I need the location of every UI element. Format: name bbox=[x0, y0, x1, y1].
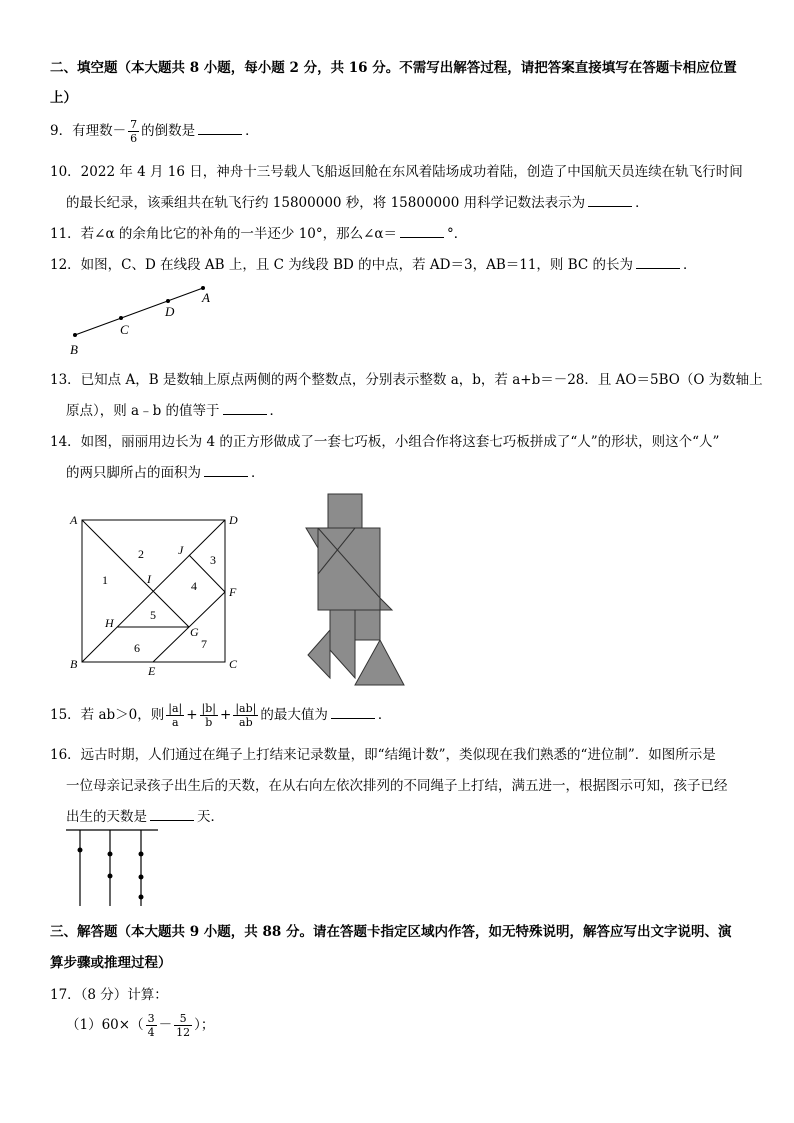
point-c bbox=[119, 316, 123, 320]
q16-answer-blank bbox=[150, 808, 194, 821]
q10-answer-blank bbox=[588, 194, 632, 207]
q16-line1: 16．远古时期，人们通过在绳子上打结来记录数量，即“结绳计数”，类似现在我们熟悉的“进位制”．如图所示是 bbox=[50, 747, 716, 763]
segment-ab bbox=[75, 288, 203, 335]
q17-f1-den: 4 bbox=[147, 1026, 155, 1039]
q15-plus-2: + bbox=[220, 707, 232, 723]
knot bbox=[139, 852, 144, 857]
label-i: I bbox=[147, 572, 151, 586]
q15-fraction-b bbox=[200, 702, 218, 729]
q15-fraction-a bbox=[166, 702, 184, 729]
label-h: H bbox=[105, 616, 114, 630]
q15-f1-den: a bbox=[171, 716, 179, 729]
piece-3-label: 3 bbox=[210, 553, 216, 567]
q17-f1-num: 3 bbox=[147, 1012, 155, 1025]
piece-5-label: 5 bbox=[150, 608, 156, 622]
q12-text: 12．如图，C、D 在线段 AB 上，且 C 为线段 BD 的中点，若 AD＝3，AB＝11，则 BC 的长为 bbox=[50, 257, 633, 273]
q14-answer-blank bbox=[204, 464, 248, 477]
question-12 bbox=[50, 253, 697, 273]
question-9 bbox=[50, 118, 259, 145]
q15-f2-num: |b| bbox=[201, 702, 217, 715]
q13-line2-text: 原点），则 a﹣b 的值等于 bbox=[66, 403, 220, 419]
piece-1-label: 1 bbox=[102, 573, 108, 587]
section3-header-line1: 三、解答题（本大题共 9 小题，共 88 分。请在答题卡指定区域内作答，如无特殊说明，解答应写出文字说明、演 bbox=[50, 924, 732, 940]
segment-figure bbox=[60, 282, 230, 360]
right-foot-triangle bbox=[355, 640, 404, 685]
label-c: C bbox=[120, 322, 129, 337]
q11-text: 11．若∠α 的余角比它的补角的一半还少 10°，那么∠α＝ bbox=[50, 226, 398, 242]
q15-f3-num: |ab| bbox=[235, 702, 257, 715]
label-a: A bbox=[70, 513, 78, 527]
left-arm-triangle bbox=[306, 528, 318, 548]
q10-line2-text: 的最长纪录，该乘组共在轨飞行约 15800000 秒，将 15800000 用科学记数法表示为 bbox=[66, 195, 586, 211]
q15-f2-den: b bbox=[205, 716, 213, 729]
q9-end: ． bbox=[245, 123, 259, 139]
label-b: B bbox=[70, 342, 78, 357]
q11-answer-blank bbox=[400, 225, 444, 238]
q9-prefix: 9．有理数－ bbox=[50, 123, 127, 139]
q17-fraction-2 bbox=[174, 1012, 192, 1039]
piece-7-label: 7 bbox=[201, 637, 207, 651]
q14-end: ． bbox=[251, 465, 265, 481]
q15-prefix: 15．若 ab＞0，则 bbox=[50, 707, 165, 723]
knot bbox=[139, 875, 144, 880]
q10-end: ． bbox=[635, 195, 649, 211]
knot bbox=[108, 874, 113, 879]
q14-line2-text: 的两只脚所占的面积为 bbox=[66, 465, 201, 481]
q10-line2 bbox=[66, 191, 649, 211]
q17-fraction-1 bbox=[146, 1012, 157, 1039]
body bbox=[318, 528, 380, 610]
point-b bbox=[73, 333, 77, 337]
label-e: E bbox=[148, 664, 156, 678]
q17-minus: － bbox=[158, 1017, 173, 1033]
q11-end: °． bbox=[447, 226, 468, 242]
q13-end: ． bbox=[269, 403, 284, 419]
label-d: D bbox=[165, 304, 175, 319]
q10-line1: 10．2022 年 4 月 16 日，神舟十三号载人飞船返回舱在东风着陆场成功着陆，创造了中国航天员连续在轨飞行时间 bbox=[50, 164, 743, 180]
question-11 bbox=[50, 222, 467, 242]
q9-denominator: 6 bbox=[130, 132, 138, 145]
q9-text: 的倒数是 bbox=[141, 123, 196, 139]
label-j: J bbox=[178, 543, 184, 557]
q15-f1-num: |a| bbox=[168, 702, 183, 715]
q14-line2 bbox=[66, 461, 265, 481]
label-b: B bbox=[70, 657, 78, 671]
diagonal-ag bbox=[82, 520, 189, 627]
left-leg bbox=[330, 610, 355, 678]
question-15 bbox=[50, 702, 391, 729]
q15-f3-den: ab bbox=[239, 716, 253, 729]
piece-2-label: 2 bbox=[138, 547, 144, 561]
section3-header-line2: 算步骤或推理过程） bbox=[50, 955, 172, 971]
q15-text: 的最大值为 bbox=[260, 707, 328, 723]
q12-end: ． bbox=[683, 257, 697, 273]
tangram-person-figure bbox=[300, 490, 410, 690]
right-leg bbox=[355, 610, 380, 640]
q9-fraction bbox=[128, 118, 139, 145]
q15-end: ． bbox=[377, 707, 392, 723]
piece-4-label: 4 bbox=[191, 579, 197, 593]
q16-line3-text: 出生的天数是 bbox=[66, 809, 147, 825]
q13-line2 bbox=[66, 399, 283, 419]
label-a: A bbox=[202, 290, 210, 305]
q17-part1-suffix: ）； bbox=[194, 1017, 215, 1033]
q16-end: 天． bbox=[197, 809, 224, 825]
q17-f2-den: 12 bbox=[176, 1026, 191, 1039]
q15-fraction-ab bbox=[233, 702, 258, 729]
q17-part1 bbox=[66, 1012, 214, 1039]
q17-part1-prefix: （1）60×（ bbox=[66, 1017, 144, 1033]
q13-answer-blank bbox=[223, 402, 267, 415]
q16-line2: 一位母亲记录孩子出生后的天数，在从右向左依次排列的不同绳子上打结，满五进一，根据图示可知，孩子已经 bbox=[66, 778, 728, 794]
q12-answer-blank bbox=[636, 256, 680, 269]
label-f: F bbox=[229, 585, 237, 599]
label-c: C bbox=[229, 657, 238, 671]
q15-plus-1: + bbox=[186, 707, 198, 723]
tangram-square-figure bbox=[62, 508, 252, 680]
knot bbox=[139, 895, 144, 900]
q16-line3 bbox=[66, 805, 224, 825]
section2-header-line2: 上） bbox=[50, 90, 77, 106]
label-g: G bbox=[190, 625, 199, 639]
right-hand-triangle bbox=[380, 598, 392, 610]
q15-answer-blank bbox=[331, 706, 375, 719]
q17-f2-num: 5 bbox=[174, 1012, 192, 1026]
q13-line1: 13．已知点 A，B 是数轴上原点两侧的两个整数点，分别表示整数 a，b，若 a+b＝－28．且 AO＝5BO（O 为数轴上 bbox=[50, 372, 763, 388]
section2-header-line1: 二、填空题（本大题共 8 小题，每小题 2 分，共 16 分。不需写出解答过程，请把答案直接填写在答题卡相应位置 bbox=[50, 60, 737, 76]
knot bbox=[78, 848, 83, 853]
left-foot-triangle bbox=[308, 630, 330, 678]
piece-6-label: 6 bbox=[134, 641, 140, 655]
knot-rope-figure bbox=[62, 826, 162, 908]
q14-line1: 14．如图，丽丽用边长为 4 的正方形做成了一套七巧板，小组合作将这套七巧板拼成了“人”的形状，则这个“人” bbox=[50, 434, 720, 450]
q9-answer-blank bbox=[198, 122, 242, 135]
q9-numerator: 7 bbox=[130, 118, 138, 131]
q17-title: 17．（8 分）计算： bbox=[50, 987, 168, 1003]
point-d bbox=[166, 299, 170, 303]
head-square bbox=[328, 494, 362, 528]
label-d: D bbox=[229, 513, 238, 527]
knot bbox=[108, 852, 113, 857]
